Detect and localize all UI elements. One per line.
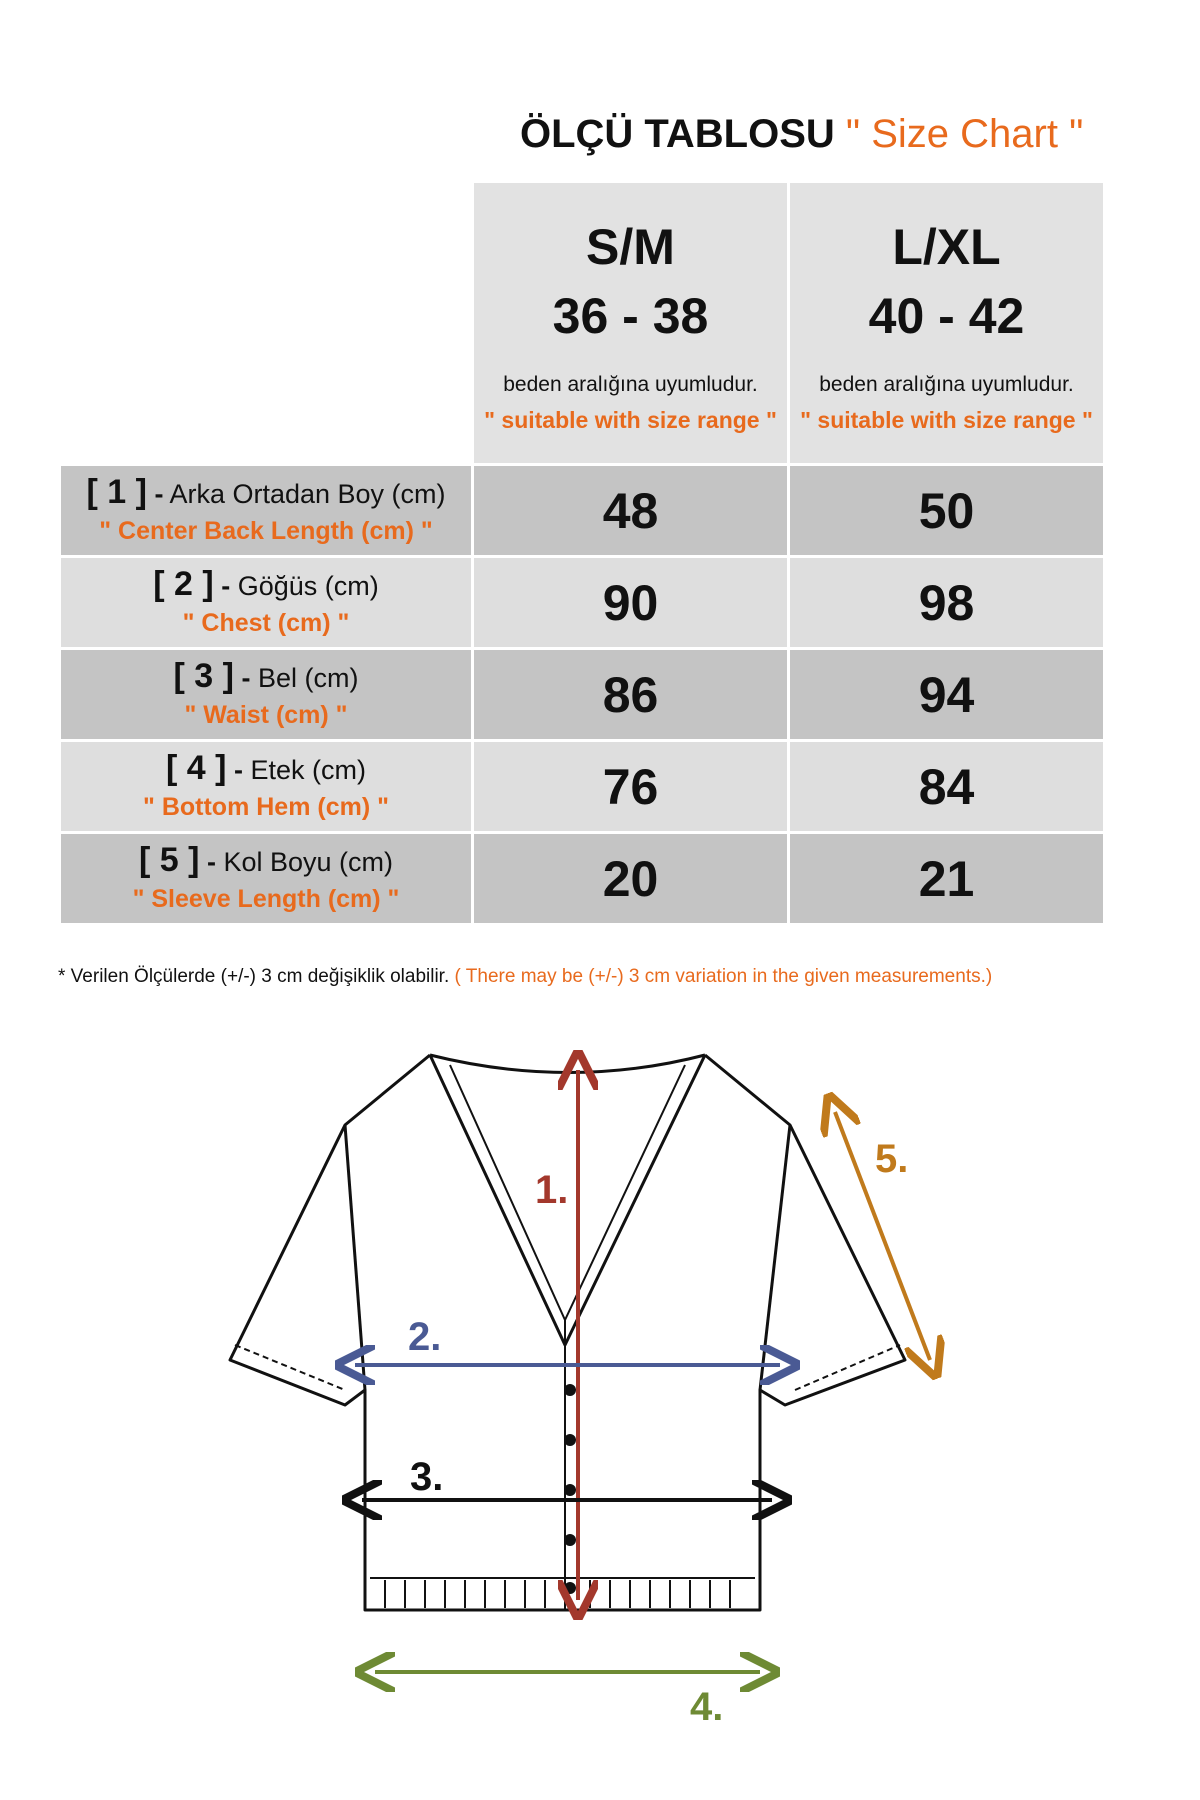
arrow-label-5: 5. <box>875 1137 909 1181</box>
measure-number: [ 5 ] <box>138 840 200 879</box>
variation-note <box>58 966 992 988</box>
table-row <box>60 741 1105 833</box>
value-cell: 21 <box>789 833 1105 925</box>
measure-name-tr: Bel (cm) <box>257 662 359 693</box>
size-hint-tr: beden aralığına uyumludur. <box>819 372 1074 396</box>
measure-dash: - <box>233 754 243 785</box>
garment-outline <box>230 1055 905 1610</box>
size-label: S/M <box>586 218 675 275</box>
measure-name-tr: Göğüs (cm) <box>237 570 379 601</box>
measure-label-cell <box>60 741 473 833</box>
measure-number: [ 1 ] <box>86 472 147 511</box>
header-blank-cell <box>60 182 473 465</box>
measure-label-cell <box>60 557 473 649</box>
measure-number: [ 3 ] <box>173 656 234 695</box>
measure-dash: - <box>241 662 251 693</box>
title-en: " Size Chart " <box>845 112 1084 156</box>
value-cell: 90 <box>473 557 789 649</box>
value-cell: 20 <box>473 833 789 925</box>
size-header-lxl <box>789 182 1105 465</box>
measure-name-tr: Kol Boyu (cm) <box>223 846 394 877</box>
header-row <box>60 182 1105 465</box>
value-cell: 50 <box>789 465 1105 557</box>
chart-title <box>520 112 1083 157</box>
size-hint-tr: beden aralığına uyumludur. <box>503 372 758 396</box>
size-range: 40 - 42 <box>868 287 1025 344</box>
table-row <box>60 833 1105 925</box>
measure-dash: - <box>154 478 164 509</box>
measure-label-cell <box>60 833 473 925</box>
measure-label-cell <box>60 649 473 741</box>
size-table <box>58 180 1106 926</box>
value-cell: 48 <box>473 465 789 557</box>
value-cell: 84 <box>789 741 1105 833</box>
hem-ribbing <box>385 1580 730 1608</box>
size-label: L/XL <box>892 218 1001 275</box>
size-hint-en: " suitable with size range " <box>484 406 777 433</box>
table-row <box>60 557 1105 649</box>
table-row <box>60 649 1105 741</box>
arrow-label-2: 2. <box>408 1315 442 1359</box>
measure-label-cell <box>60 465 473 557</box>
arrow-label-4: 4. <box>690 1685 724 1729</box>
measure-dash: - <box>206 846 216 877</box>
cardigan-diagram <box>0 1020 1200 1760</box>
measure-number: [ 2 ] <box>153 564 214 603</box>
value-cell: 76 <box>473 741 789 833</box>
measure-name-tr: Etek (cm) <box>250 754 366 785</box>
table-row <box>60 465 1105 557</box>
measure-dash: - <box>221 570 231 601</box>
title-tr: ÖLÇÜ TABLOSU <box>520 112 835 156</box>
measure-number: [ 4 ] <box>166 748 227 787</box>
value-cell: 94 <box>789 649 1105 741</box>
measure-name-en: " Sleeve Length (cm) " <box>132 884 400 913</box>
note-tr: * Verilen Ölçülerde (+/-) 3 cm değişiklik olabilir. <box>58 966 450 987</box>
value-cell: 98 <box>789 557 1105 649</box>
arrow-label-3: 3. <box>410 1455 444 1499</box>
measure-name-tr: Arka Ortadan Boy (cm) <box>169 478 446 509</box>
measure-name-en: " Waist (cm) " <box>184 700 348 729</box>
measure-name-en: " Bottom Hem (cm) " <box>143 792 389 821</box>
measure-name-en: " Chest (cm) " <box>182 608 350 637</box>
value-cell: 86 <box>473 649 789 741</box>
size-range: 36 - 38 <box>552 287 709 344</box>
measure-name-en: " Center Back Length (cm) " <box>99 516 433 545</box>
note-en: ( There may be (+/-) 3 cm variation in the given measurements.) <box>454 966 993 987</box>
size-hint-en: " suitable with size range " <box>800 406 1093 433</box>
arrow-label-1: 1. <box>535 1168 569 1212</box>
size-header-sm <box>473 182 789 465</box>
